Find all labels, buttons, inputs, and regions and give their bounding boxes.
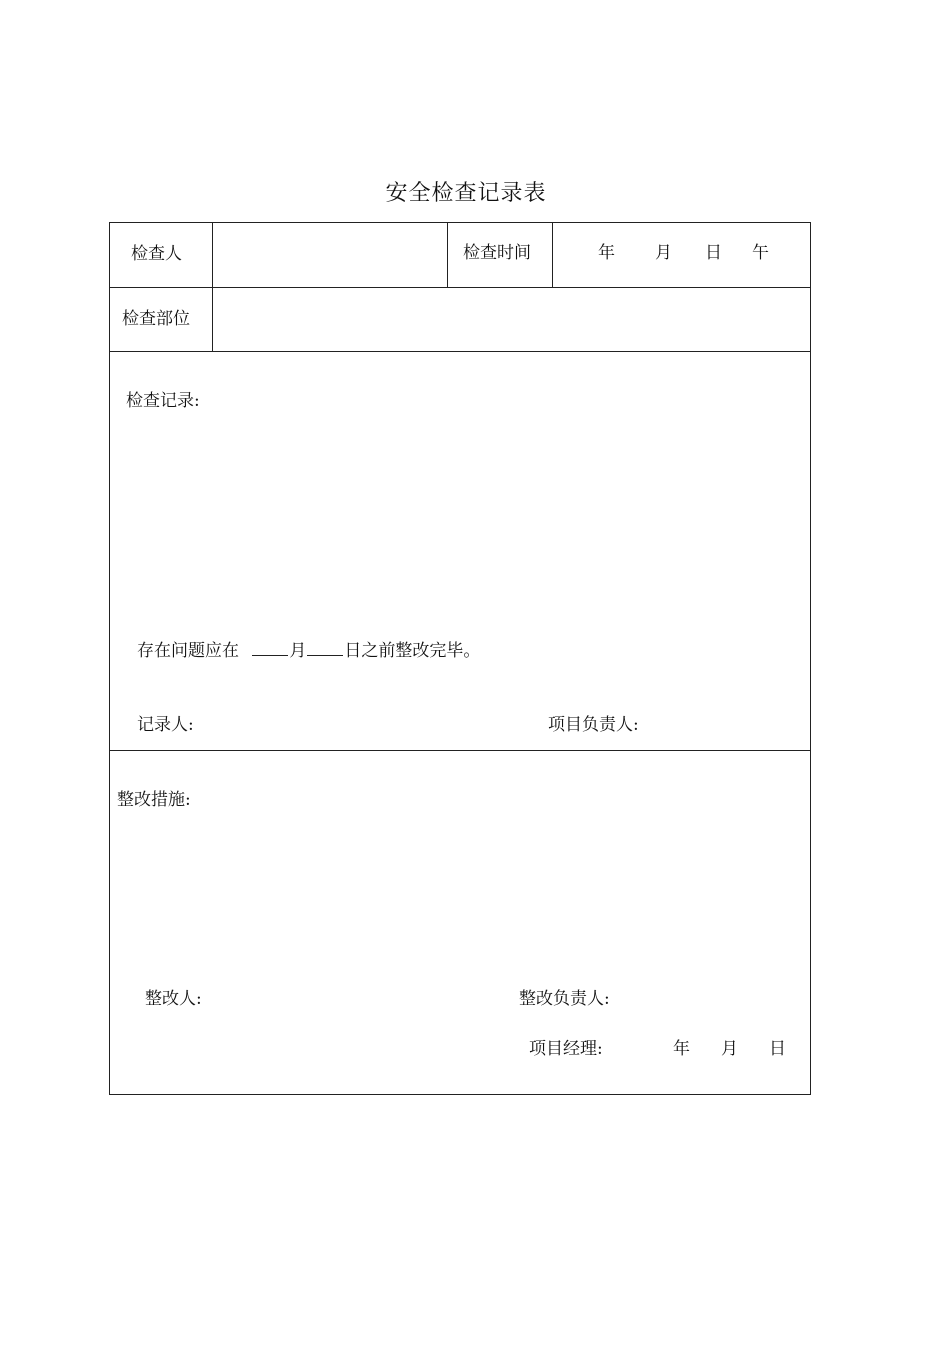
row-divider-2: [109, 351, 811, 352]
inspection-time-label: 检查时间: [463, 243, 531, 263]
record-label: 检查记录:: [126, 391, 200, 411]
deadline-month-blank[interactable]: [252, 640, 288, 656]
time-day-unit: 日: [705, 243, 722, 263]
location-label: 检查部位: [122, 309, 190, 329]
location-field[interactable]: [214, 289, 810, 350]
deadline-prefix: 存在问题应在: [137, 641, 239, 661]
sign-date-day-unit: 日: [769, 1039, 786, 1059]
project-manager-label: 项目经理:: [529, 1039, 603, 1059]
deadline-month-unit: 月: [289, 641, 307, 661]
rectification-lead-label: 整改负责人:: [519, 989, 610, 1009]
record-text-area[interactable]: [111, 420, 809, 620]
rectification-label: 整改措施:: [117, 790, 191, 810]
col-divider-time-label-left: [447, 222, 448, 288]
row-divider-1: [109, 287, 811, 288]
rectifier-label: 整改人:: [145, 989, 202, 1009]
time-noon-unit: 午: [752, 243, 769, 263]
inspector-label: 检查人: [131, 244, 182, 264]
recorder-label: 记录人:: [137, 715, 194, 735]
col-divider-time-label-right: [552, 222, 553, 288]
inspector-field[interactable]: [214, 224, 446, 286]
inspection-time-field[interactable]: [554, 224, 810, 286]
deadline-day-blank[interactable]: [307, 640, 343, 656]
rectification-text-area[interactable]: [111, 820, 809, 970]
sign-date-year-unit: 年: [673, 1039, 690, 1059]
time-year-unit: 年: [598, 243, 615, 263]
deadline-sentence: [137, 640, 480, 661]
row-divider-3: [109, 750, 811, 751]
project-lead-label: 项目负责人:: [548, 715, 639, 735]
sign-date-month-unit: 月: [721, 1039, 738, 1059]
time-month-unit: 月: [655, 243, 672, 263]
col-divider-label: [212, 222, 213, 352]
page-title: 安全检查记录表: [385, 181, 547, 206]
deadline-suffix: 日之前整改完毕。: [344, 641, 481, 661]
